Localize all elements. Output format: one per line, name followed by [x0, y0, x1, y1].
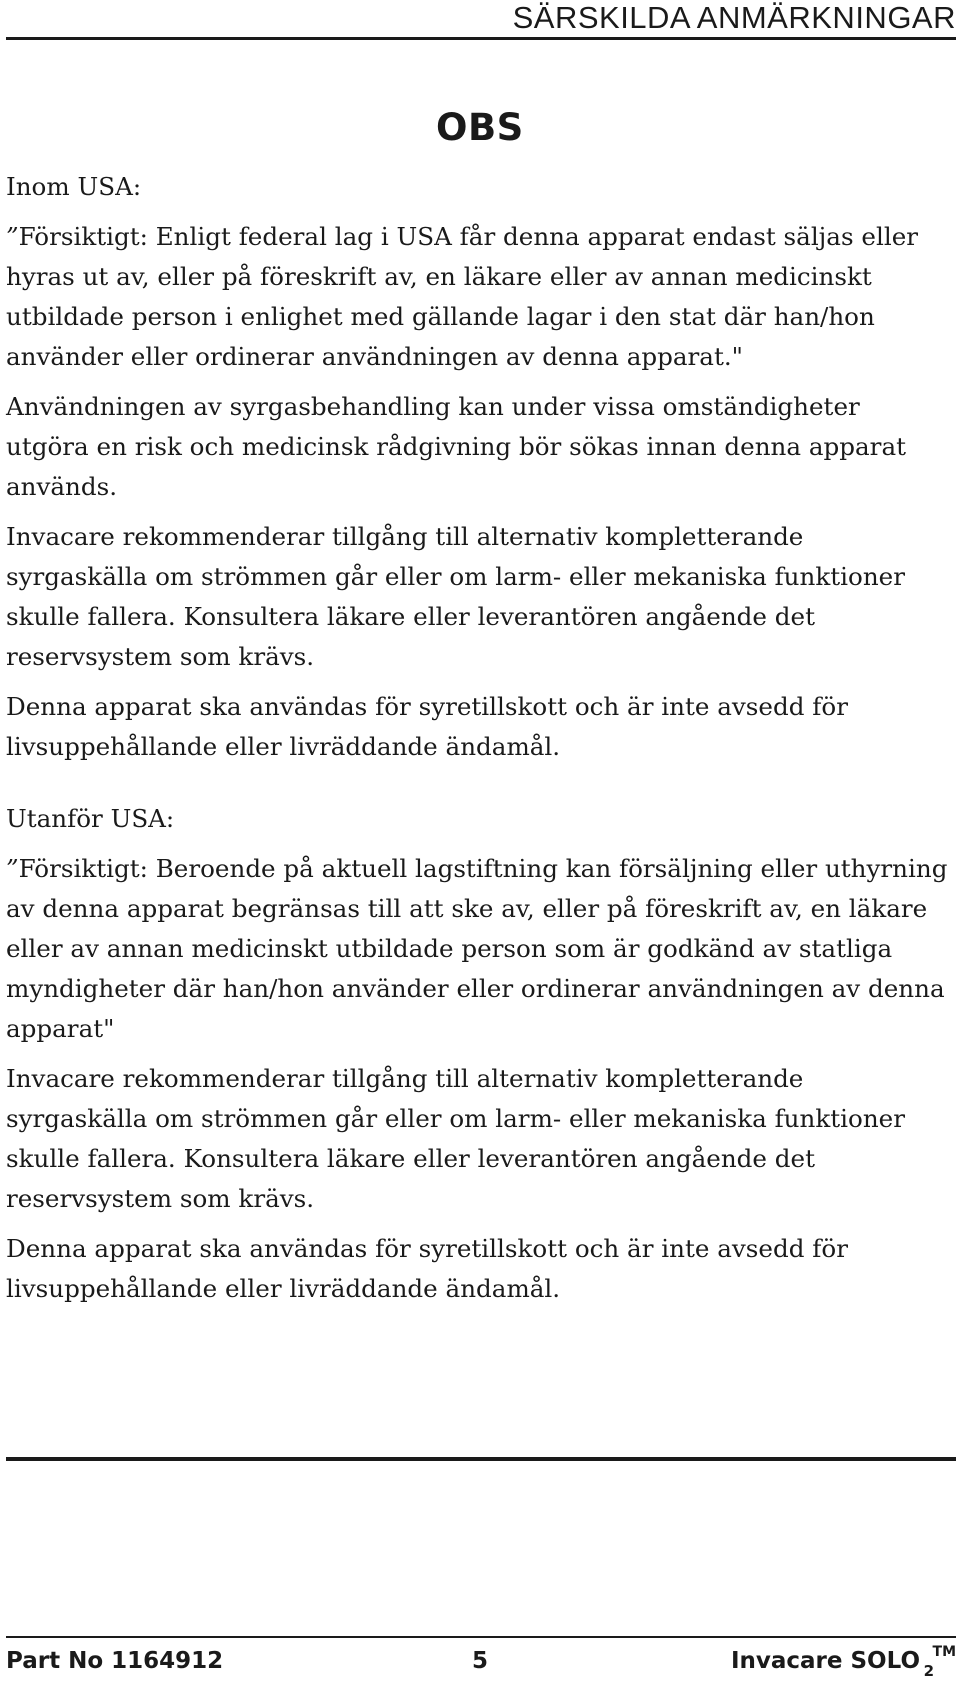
- section-label: Inom USA:: [6, 172, 142, 201]
- section-inside-usa: [6, 167, 950, 767]
- paragraph: Invacare rekommenderar tillgång till alternativ kompletterande syrgaskälla om strömmen går eller om larm- eller mekaniska funktioner skulle fallera. Konsultera läkare eller leverantören angående det reservsystem som krävs.: [6, 1064, 905, 1213]
- paragraph-text: Försiktigt: Beroende på aktuell lagstiftning kan försäljning eller uthyrning av denna apparat begränsas till att ske av, eller på föreskrift av, en läkare eller av annan medicinskt utbildade person som är godkänd av statliga myndigheter där han/hon använder eller ordinerar användningen av denna apparat": [6, 854, 948, 1043]
- document-body: [6, 167, 950, 1319]
- section-title: SÄRSKILDA ANMÄRKNINGAR: [512, 0, 956, 35]
- paragraph: Användningen av syrgasbehandling kan under vissa omständigheter utgöra en risk och medicinsk rådgivning bör sökas innan denna apparat används.: [6, 392, 906, 501]
- trademark-symbol: TM: [932, 1644, 956, 1660]
- page-footer: [6, 1644, 956, 1680]
- paragraph: Denna apparat ska användas för syretillskott och är inte avsedd för livsuppehållande eller livräddande ändamål.: [6, 692, 848, 761]
- section-end-divider: [6, 1457, 956, 1461]
- footer-divider: [6, 1636, 956, 1638]
- caution-paragraph: [6, 217, 950, 377]
- section-label: Utanför USA:: [6, 804, 175, 833]
- header-divider: [6, 37, 956, 40]
- paragraph-text: Försiktigt: Enligt federal lag i USA får denna apparat endast säljas eller hyras ut av, eller på föreskrift av, en läkare eller av annan medicinskt utbildade person i enlighet med gällande lagar i den stat där han/hon använder eller ordinerar användningen av denna apparat.": [6, 222, 919, 371]
- product-subscript: 2: [923, 1662, 934, 1680]
- paragraph: Denna apparat ska användas för syretillskott och är inte avsedd för livsuppehållande eller livräddande ändamål.: [6, 1234, 848, 1303]
- part-number: Part No 1164912: [6, 1648, 224, 1674]
- caution-paragraph: [6, 849, 950, 1049]
- page-number: 5: [472, 1648, 489, 1674]
- section-outside-usa: [6, 799, 950, 1309]
- section-spacer: [6, 777, 950, 799]
- quote-mark: ”: [6, 854, 19, 883]
- product-name: Invacare SOLO: [730, 1648, 920, 1674]
- page-heading: OBS: [436, 106, 524, 149]
- quote-mark: ”: [6, 222, 19, 251]
- paragraph: Invacare rekommenderar tillgång till alternativ kompletterande syrgaskälla om strömmen går eller om larm- eller mekaniska funktioner skulle fallera. Konsultera läkare eller leverantören angående det reservsystem som krävs.: [6, 522, 905, 671]
